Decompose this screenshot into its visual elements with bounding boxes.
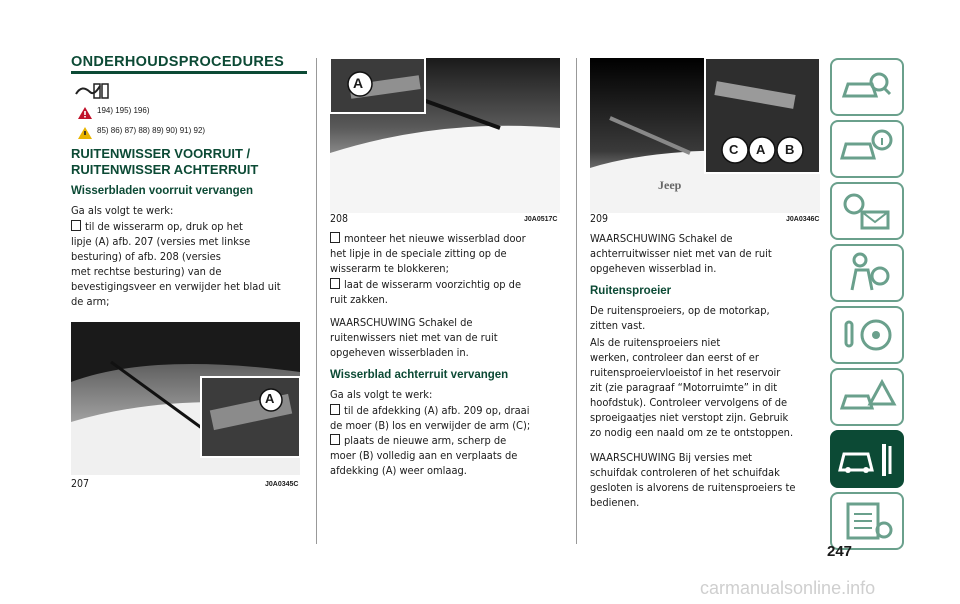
warning-2-line: opgeheven wisserblad in. [590, 262, 717, 275]
figure-208-image [330, 58, 560, 213]
step-1 [71, 219, 307, 309]
tab-safety[interactable] [830, 244, 904, 302]
warning-2 [590, 231, 826, 276]
step-2-line: wisserarm te blokkeren; [330, 262, 449, 275]
column-divider [316, 58, 317, 544]
figure-209-label-b: B [785, 142, 795, 157]
paragraph-2-line: werken, controleer dan eerst of er [590, 351, 759, 364]
warning-3 [590, 450, 826, 510]
car-maintenance-icon [832, 432, 902, 486]
car-warning-icon [832, 370, 902, 424]
intro-text-2: Ga als volgt te werk: [330, 388, 433, 401]
figure-207-number: 207 [71, 478, 90, 490]
warning-1 [330, 315, 566, 360]
paragraph-2-line: Als de ruitensproeiers niet [590, 336, 721, 349]
paragraph-2-line: ruitensproeiervloeistof in het reservoir [590, 366, 781, 379]
warning-2-line: WAARSCHUWING Schakel de [590, 232, 733, 245]
tab-starting-driving[interactable] [830, 306, 904, 364]
heading-line-2: RUITENWISSER ACHTERRUIT [71, 162, 259, 177]
section-title: ONDERHOUDSPROCEDURES [71, 54, 285, 70]
tab-know-vehicle[interactable] [830, 120, 904, 178]
figure-209-label-c: C [729, 142, 739, 157]
tab-maintenance[interactable] [830, 430, 904, 488]
caution-triangle-icon [78, 124, 92, 136]
warning-3-line: WAARSCHUWING Bij versies met [590, 451, 753, 464]
subheading-rear-blade: Wisserblad achterruit vervangen [330, 369, 509, 381]
paragraph-2-line: sproeigaatjes niet verstopt zijn. Gebruik [590, 411, 789, 424]
figure-209-code: J0A0346C [786, 216, 820, 223]
danger-triangle-icon [78, 104, 92, 116]
jeep-badge: Jeep [658, 178, 682, 192]
tab-technical-specs[interactable] [830, 492, 904, 550]
paragraph-2-line: zo nodig een naald om ze te ontstoppen. [590, 426, 794, 439]
step-5-line: plaats de nieuwe arm, scherp de [330, 433, 566, 448]
figure-207-image [71, 322, 300, 475]
figure-208-number: 208 [330, 213, 349, 225]
watermark: carmanualsonline.info [700, 578, 876, 598]
fuel-pump-warning-icon [72, 80, 112, 102]
paragraph-1-line: De ruitensproeiers, op de motorkap, [590, 304, 770, 317]
paragraph-2 [590, 335, 826, 440]
step-2-line: het lipje in de speciale zitting op de [330, 247, 507, 260]
figure-209-label-a: A [756, 142, 766, 157]
paragraph-1 [590, 303, 826, 333]
step-1-line: besturing) of afb. 208 (versies [71, 250, 221, 263]
tab-emergency[interactable] [830, 368, 904, 426]
figure-208-label-a: A [353, 75, 364, 91]
figure-209-image [590, 58, 820, 213]
step-4 [330, 403, 566, 433]
specifications-list-icon [832, 494, 902, 548]
step-3 [330, 277, 566, 307]
step-5-line: afdekking (A) weer omlaag. [330, 464, 467, 477]
section-rule [71, 71, 307, 74]
step-5 [330, 433, 566, 478]
warning-3-line: schuifdak controleren of het schuifdak [590, 466, 780, 479]
step-4-line: til de afdekking (A) afb. 209 op, draai [330, 403, 566, 418]
step-2-line: monteer het nieuwe wisserblad door [330, 231, 566, 246]
paragraph-2-line: hoofdstuk). Controleer vervolgens of de [590, 396, 788, 409]
step-1-line: lipje (A) afb. 207 (versies met linkse [71, 235, 251, 248]
step-1-line: til de wisserarm op, druk op het [71, 219, 307, 234]
figure-209-number: 209 [590, 213, 609, 225]
paragraph-2-line: zit (zie paragraaf “Motorruimte” in dit [590, 381, 778, 394]
step-3-line: laat de wisserarm voorzichtig op de [330, 277, 566, 292]
step-1-line: de arm; [71, 295, 110, 308]
step-5-line: moer (B) volledig aan en verplaats de [330, 449, 518, 462]
figure-207-label-a: A [265, 391, 275, 406]
intro-text-1: Ga als volgt te werk: [71, 204, 174, 217]
warning-1-line: opgeheven wisserbladen in. [330, 346, 469, 359]
step-4-line: de moer (B) los en verwijder de arm (C); [330, 419, 531, 432]
tab-dashboard[interactable] [830, 182, 904, 240]
car-search-icon [832, 60, 902, 114]
figure-208-code: J0A0517C [524, 216, 558, 223]
warning-references-caution: 85) 86) 87) 88) 89) 90) 91) 92) [97, 126, 206, 135]
column-divider [576, 58, 577, 544]
step-1-line: bevestigingsveer en verwijder het blad uit [71, 280, 281, 293]
warning-lights-icon [832, 184, 902, 238]
page-number: 247 [827, 543, 853, 560]
warning-3-line: bedienen. [590, 496, 640, 509]
subheading-front-blades: Wisserbladen voorruit vervangen [71, 185, 254, 197]
step-3-line: ruit zakken. [330, 293, 388, 306]
warning-1-line: ruitenwissers niet met van de ruit [330, 331, 498, 344]
heading-line-1: RUITENWISSER VOORRUIT / [71, 146, 251, 161]
car-info-icon [832, 122, 902, 176]
step-2 [330, 231, 566, 276]
subheading-washer: Ruitensproeier [590, 285, 672, 297]
steering-wheel-icon [832, 308, 902, 362]
warning-references-danger: 194) 195) 196) [97, 106, 150, 115]
paragraph-1-line: zitten vast. [590, 319, 646, 332]
warning-3-line: gesloten is alvorens de ruitensproeiers te [590, 481, 796, 494]
tab-vehicle-overview[interactable] [830, 58, 904, 116]
warning-1-line: WAARSCHUWING Schakel de [330, 316, 473, 329]
seat-belt-icon [832, 246, 902, 300]
figure-207-code: J0A0345C [265, 481, 299, 488]
warning-2-line: achterruitwisser niet met van de ruit [590, 247, 772, 260]
step-1-line: met rechtse besturing) van de [71, 265, 222, 278]
